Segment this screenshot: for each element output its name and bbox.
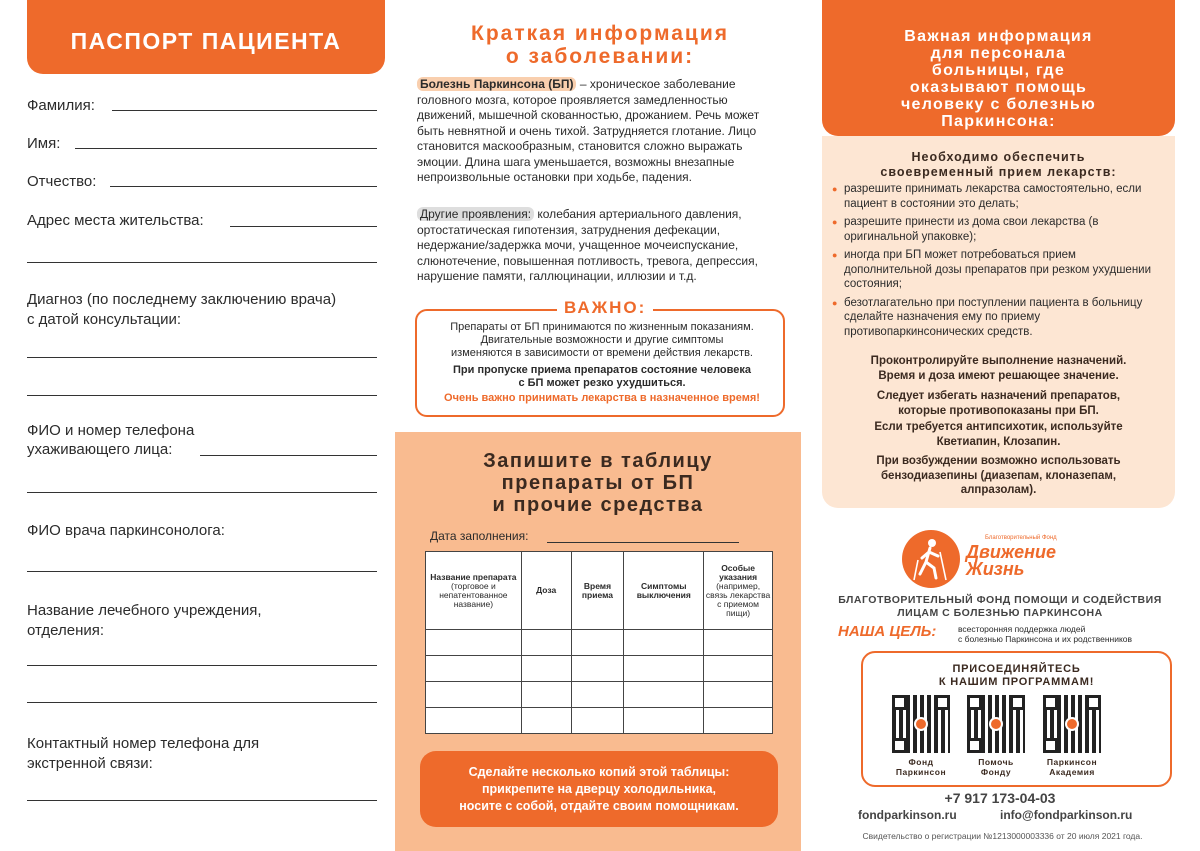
caregiver-label-2: ухаживающего лица: bbox=[27, 441, 173, 458]
table-cell[interactable] bbox=[704, 630, 773, 656]
important-line-1: Препараты от БП принимаются по жизненным показаниям. bbox=[450, 321, 754, 333]
caregiver-label-1: ФИО и номер телефона bbox=[27, 422, 195, 439]
table-cell[interactable] bbox=[704, 708, 773, 734]
table-row bbox=[426, 708, 773, 734]
address-line-1[interactable] bbox=[230, 226, 377, 227]
registration-note: Свидетельство о регистрации №1213000003336 от 20 июля 2021 года. bbox=[862, 831, 1143, 841]
note-agitation-line-1: При возбуждении возможно использовать bbox=[876, 455, 1121, 467]
staff-instructions-list bbox=[832, 182, 1162, 343]
header-drug-name bbox=[426, 552, 522, 630]
note-antipsychotic-line-2: Кветиапин, Клозапин. bbox=[936, 435, 1061, 448]
qr-label-donate bbox=[956, 757, 1036, 777]
fund-small-label: Благотворительный Фонд bbox=[985, 535, 1057, 541]
important-text bbox=[425, 321, 779, 360]
disease-info-title bbox=[395, 22, 805, 68]
qr-label-academy bbox=[1032, 757, 1112, 777]
join-programs-box bbox=[861, 651, 1172, 787]
goal-line-1: всесторонняя поддержка людей bbox=[958, 624, 1086, 634]
staff-note-avoid bbox=[822, 389, 1175, 418]
table-cell[interactable] bbox=[521, 682, 571, 708]
other-text: колебания артериального давления, ортостатическая гипотензия, затруднения дефекации, недержание/задержка мочи, учащенное мочеиспускание, слюнотечение, повышенная потливость, тревога, депрессия, нарушение памяти, галлюцинации, иллюзии и т.д. bbox=[417, 207, 758, 283]
table-cell[interactable] bbox=[521, 630, 571, 656]
fund-desc-line-2: ЛИЦАМ С БОЛЕЗНЬЮ ПАРКИНСОНА bbox=[897, 607, 1103, 619]
join-title bbox=[863, 663, 1170, 689]
staff-heading-line-2: своевременный прием лекарств: bbox=[880, 165, 1117, 179]
other-term: Другие проявления: bbox=[417, 207, 534, 221]
goal-line-2: с болезнью Паркинсона и их родственников bbox=[958, 634, 1133, 644]
caregiver-line-2[interactable] bbox=[27, 492, 377, 493]
list-item: ● иногда при БП может потребоваться прием дополнительной дозы препаратов при резком ухудшении состояния; bbox=[832, 248, 1162, 292]
staff-note-agitation bbox=[822, 454, 1175, 498]
table-cell[interactable] bbox=[521, 708, 571, 734]
diagnosis-line-1[interactable] bbox=[27, 357, 377, 358]
emergency-label-2: экстренной связи: bbox=[27, 755, 153, 772]
staff-note-antipsychotic bbox=[822, 420, 1175, 449]
goal-text bbox=[958, 624, 1132, 644]
fund-desc-line-1: БЛАГОТВОРИТЕЛЬНЫЙ ФОНД ПОМОЩИ И СОДЕЙСТВИЯ bbox=[838, 594, 1162, 606]
warning-line-1: При пропуске приема препаратов состояние человека bbox=[453, 364, 751, 376]
diagnosis-line-2[interactable] bbox=[27, 395, 377, 396]
table-cell[interactable] bbox=[704, 682, 773, 708]
callout-line-1: Сделайте несколько копий этой таблицы: bbox=[468, 764, 730, 779]
diagnosis-label-1: Диагноз (по последнему заключению врача) bbox=[27, 291, 337, 308]
fill-date-line[interactable] bbox=[547, 542, 739, 543]
table-cell[interactable] bbox=[624, 708, 704, 734]
note-control-line-1: Проконтролируйте выполнение назначений. bbox=[870, 355, 1127, 367]
table-cell[interactable] bbox=[571, 656, 624, 682]
table-section-title bbox=[395, 450, 801, 516]
header-drug-name-sub: (торговое и непатентованное название) bbox=[439, 580, 508, 609]
join-title-line-2: К НАШИМ ПРОГРАММАМ! bbox=[938, 676, 1095, 688]
address-label: Адрес места жительства: bbox=[27, 212, 204, 229]
patronymic-line[interactable] bbox=[110, 186, 377, 187]
note-avoid-line-2: которые противопоказаны при БП. bbox=[898, 404, 1099, 417]
passport-title: ПАСПОРТ ПАЦИЕНТА bbox=[27, 0, 385, 74]
list-item: ● безотлагательно при поступлении пациента в больницу сделайте назначения ему по приему противопаркинсонических средств. bbox=[832, 296, 1162, 340]
table-cell[interactable] bbox=[426, 656, 522, 682]
staff-info-title bbox=[822, 0, 1175, 136]
qr-label-line-2: Фонду bbox=[980, 767, 1012, 777]
fund-logo-name bbox=[966, 544, 1056, 578]
table-cell[interactable] bbox=[426, 682, 522, 708]
fund-website-link[interactable]: fondparkinson.ru bbox=[858, 808, 957, 822]
table-title-line-1: Запишите в таблицу bbox=[483, 450, 713, 472]
qr-label-line-2: Академия bbox=[1049, 767, 1095, 777]
disease-info-title-line-2: о заболевании: bbox=[505, 45, 695, 68]
important-line-3: изменяются в зависимости от времени действия лекарств. bbox=[451, 347, 753, 359]
important-box bbox=[415, 298, 785, 417]
table-row bbox=[426, 656, 773, 682]
list-item: ● разрешите принимать лекарства самостоятельно, если пациент в состоянии это делать; bbox=[832, 182, 1162, 211]
patronymic-label: Отчество: bbox=[27, 173, 97, 190]
table-cell[interactable] bbox=[624, 630, 704, 656]
header-drug-name-main: Название препарата bbox=[430, 571, 517, 582]
header-special-main: Особые указания bbox=[719, 562, 758, 582]
doctor-label: ФИО врача паркинсонолога: bbox=[27, 522, 225, 539]
table-cell[interactable] bbox=[704, 656, 773, 682]
staff-info-heading bbox=[822, 150, 1175, 180]
table-cell[interactable] bbox=[521, 656, 571, 682]
table-title-line-3: и прочие средства bbox=[492, 494, 704, 516]
disease-definition bbox=[417, 77, 787, 186]
staff-info-panel bbox=[822, 136, 1175, 508]
header-special-sub: (например, связь лекарства с приемом пищи) bbox=[705, 580, 771, 618]
clinic-label-1: Название лечебного учреждения, bbox=[27, 602, 262, 619]
fund-name-line-2: Жизнь bbox=[966, 559, 1025, 579]
medication-table bbox=[425, 551, 773, 734]
note-antipsychotic-line-1: Если требуется антипсихотик, используйте bbox=[874, 421, 1123, 433]
table-cell[interactable] bbox=[624, 682, 704, 708]
qr-label-line-1: Помочь bbox=[978, 757, 1014, 767]
note-agitation-line-3: алпразолам). bbox=[960, 484, 1037, 496]
fill-date-label: Дата заполнения: bbox=[430, 529, 529, 543]
note-avoid-line-1: Следует избегать назначений препаратов, bbox=[876, 390, 1121, 402]
doctor-line[interactable] bbox=[27, 571, 377, 572]
other-manifestations bbox=[417, 207, 787, 285]
disease-term: Болезнь Паркинсона (БП) bbox=[417, 77, 576, 91]
qr-code-donate-icon[interactable] bbox=[967, 695, 1025, 753]
disease-info-title-line-1: Краткая информация bbox=[471, 22, 729, 45]
note-control-line-2: Время и доза имеют решающее значение. bbox=[878, 369, 1119, 382]
header-time: Время приема bbox=[571, 552, 624, 630]
fund-phone[interactable]: +7 917 173-04-03 bbox=[944, 790, 1056, 806]
goal-label: НАША ЦЕЛЬ: bbox=[838, 623, 937, 640]
table-row bbox=[426, 630, 773, 656]
table-cell[interactable] bbox=[571, 630, 624, 656]
fund-name-line-1: Движение bbox=[966, 542, 1057, 562]
table-cell[interactable] bbox=[571, 708, 624, 734]
copy-table-callout bbox=[420, 751, 778, 827]
fund-email-link[interactable]: info@fondparkinson.ru bbox=[1000, 808, 1133, 822]
staff-title-line-2: для персонала bbox=[930, 45, 1067, 62]
qr-label-line-1: Паркинсон bbox=[1046, 757, 1098, 767]
qr-label-fund bbox=[881, 757, 961, 777]
diagnosis-label-2: с датой консультации: bbox=[27, 311, 182, 328]
surname-label: Фамилия: bbox=[27, 97, 95, 114]
header-special bbox=[704, 552, 773, 630]
staff-title-line-5: человеку с болезнью bbox=[900, 96, 1097, 113]
medication-table-panel bbox=[395, 432, 801, 851]
header-dose: Доза bbox=[521, 552, 571, 630]
fund-description bbox=[835, 594, 1165, 620]
important-line-2: Двигательные возможности и другие симптомы bbox=[480, 334, 724, 346]
staff-note-control bbox=[822, 354, 1175, 383]
definition-text: – хроническое заболевание головного мозга, которое проявляется замедленностью движений, мышечной скованностью, дрожанием. bbox=[417, 77, 736, 122]
callout-line-3: носите с собой, отдайте своим помощникам. bbox=[459, 798, 739, 813]
table-cell[interactable] bbox=[426, 708, 522, 734]
warning-line-2: с БП может резко ухудшиться. bbox=[518, 377, 686, 389]
address-line-2[interactable] bbox=[27, 262, 377, 263]
patient-passport-column bbox=[0, 0, 395, 851]
table-row bbox=[426, 682, 773, 708]
staff-title-line-1: Важная информация bbox=[904, 28, 1093, 45]
surname-line[interactable] bbox=[112, 110, 377, 111]
emergency-line[interactable] bbox=[27, 800, 377, 801]
fund-logo-icon bbox=[902, 530, 960, 588]
join-title-line-1: ПРИСОЕДИНЯЙТЕСЬ bbox=[952, 663, 1081, 675]
table-cell[interactable] bbox=[624, 656, 704, 682]
table-cell[interactable] bbox=[571, 682, 624, 708]
name-label: Имя: bbox=[27, 135, 61, 152]
disease-info-column bbox=[395, 0, 805, 851]
important-emphasis: Очень важно принимать лекарства в назначенное время! bbox=[444, 392, 760, 404]
caregiver-line-1[interactable] bbox=[200, 455, 377, 456]
emergency-label-1: Контактный номер телефона для bbox=[27, 735, 260, 752]
name-line[interactable] bbox=[75, 148, 377, 149]
note-agitation-line-2: бензодиазепины (диазепам, клоназепам, bbox=[880, 469, 1117, 482]
staff-heading-line-1: Необходимо обеспечить bbox=[911, 150, 1086, 164]
clinic-line-1[interactable] bbox=[27, 665, 377, 666]
qr-code-academy-icon[interactable] bbox=[1043, 695, 1101, 753]
qr-code-fund-icon[interactable] bbox=[892, 695, 950, 753]
symptoms-text: Речь может быть невнятной и очень тихой. Затрудняется глотание. Лицо становится маскообразным, становится сложно выражать эмоции. Длина шага уменьшается, возможны внезапные непроизвольные остановки при ходьбе, падения. bbox=[417, 108, 760, 184]
staff-title-line-6: Паркинсона: bbox=[941, 113, 1056, 130]
qr-label-line-1: Фонд bbox=[908, 757, 934, 767]
clinic-label-2: отделения: bbox=[27, 622, 105, 639]
clinic-line-2[interactable] bbox=[27, 702, 377, 703]
callout-line-2: прикрепите на дверцу холодильника, bbox=[482, 781, 716, 796]
list-item: ● разрешите принести из дома свои лекарства (в оригинальной упаковке); bbox=[832, 215, 1162, 244]
header-symptoms: Симптомы выключения bbox=[624, 552, 704, 630]
table-title-line-2: препараты от БП bbox=[501, 472, 695, 494]
qr-label-line-2: Паркинсон bbox=[895, 767, 947, 777]
staff-title-line-4: оказывают помощь bbox=[909, 79, 1088, 96]
important-label: ВАЖНО: bbox=[557, 298, 653, 318]
table-cell[interactable] bbox=[426, 630, 522, 656]
table-header-row bbox=[426, 552, 773, 630]
important-warning bbox=[425, 364, 779, 390]
staff-title-line-3: больницы, где bbox=[931, 62, 1066, 79]
